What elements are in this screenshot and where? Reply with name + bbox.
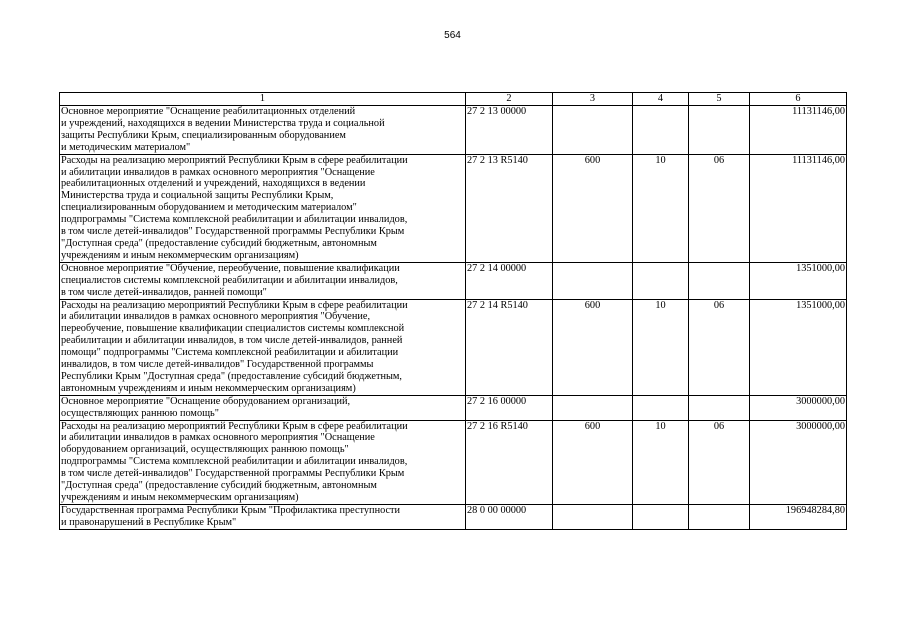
row-name-line: Государственная программа Республики Крым "Профилактика преступности bbox=[61, 504, 401, 516]
row-col5 bbox=[689, 106, 750, 155]
row-col5 bbox=[689, 395, 750, 420]
row-col4 bbox=[633, 504, 689, 529]
row-name bbox=[60, 504, 466, 529]
row-name-line: автономным учреждениям и иным некоммерческим организациям) bbox=[61, 382, 356, 394]
row-col3 bbox=[553, 395, 633, 420]
row-name bbox=[60, 395, 466, 420]
row-name-line: Основное мероприятие "Оснащение оборудованием организаций, bbox=[61, 395, 351, 407]
row-code: 27 2 13 R5140 bbox=[466, 154, 553, 262]
row-col5 bbox=[689, 504, 750, 529]
row-name-line: реабилитационных отделений и учреждений, находящихся в ведении bbox=[61, 178, 366, 190]
row-col5 bbox=[689, 262, 750, 299]
row-col4: 10 bbox=[633, 420, 689, 504]
row-col5: 06 bbox=[689, 299, 750, 395]
row-name-line: переобучение, повышение квалификации специалистов системы комплексной bbox=[61, 323, 405, 335]
row-name-line: и методическим материалом" bbox=[61, 141, 191, 153]
row-name-line: в том числе детей-инвалидов" Государственной программы Республики Крым bbox=[61, 226, 405, 238]
row-name-line: Основное мероприятие "Обучение, переобучение, повышение квалификации bbox=[61, 262, 400, 274]
row-code: 27 2 14 00000 bbox=[466, 262, 553, 299]
header-col-5: 5 bbox=[689, 93, 750, 106]
table-row bbox=[60, 420, 847, 504]
row-name-line: осуществляющих раннюю помощь" bbox=[61, 407, 219, 419]
row-name-line: подпрограммы "Система комплексной реабилитации и абилитации инвалидов, bbox=[61, 214, 408, 226]
header-col-4: 4 bbox=[633, 93, 689, 106]
header-col-6: 6 bbox=[750, 93, 847, 106]
row-code: 27 2 14 R5140 bbox=[466, 299, 553, 395]
row-col3: 600 bbox=[553, 154, 633, 262]
table-header-row bbox=[60, 93, 847, 106]
row-name-line: в том числе детей-инвалидов" Государственной программы Республики Крым bbox=[61, 468, 405, 480]
table-row bbox=[60, 395, 847, 420]
row-name-line: защиты Республики Крым, специализированным оборудованием bbox=[61, 129, 346, 141]
row-col4: 10 bbox=[633, 154, 689, 262]
page-number: 564 bbox=[444, 30, 461, 41]
row-name-line: и абилитации инвалидов в рамках основного мероприятия "Оснащение bbox=[61, 432, 375, 444]
table-row bbox=[60, 106, 847, 155]
row-col5: 06 bbox=[689, 420, 750, 504]
header-col-1: 1 bbox=[60, 93, 466, 106]
row-name bbox=[60, 420, 466, 504]
row-amount: 1351000,00 bbox=[750, 299, 847, 395]
row-amount: 1351000,00 bbox=[750, 262, 847, 299]
row-name-line: оборудованием организаций, осуществляющих раннюю помощь" bbox=[61, 444, 349, 456]
table-row bbox=[60, 262, 847, 299]
row-name-line: "Доступная среда" (предоставление субсидий бюджетным, автономным bbox=[61, 237, 377, 249]
row-col3 bbox=[553, 504, 633, 529]
row-name-line: "Доступная среда" (предоставление субсидий бюджетным, автономным bbox=[61, 480, 377, 492]
row-amount: 11131146,00 bbox=[750, 106, 847, 155]
budget-table bbox=[59, 92, 847, 530]
row-col4 bbox=[633, 262, 689, 299]
table-row bbox=[60, 154, 847, 262]
row-code: 27 2 13 00000 bbox=[466, 106, 553, 155]
row-name bbox=[60, 299, 466, 395]
row-name-line: специализированным оборудованием и методическим материалом" bbox=[61, 202, 357, 214]
row-name-line: учреждениям и иным некоммерческим организациям) bbox=[61, 249, 299, 261]
row-name bbox=[60, 154, 466, 262]
header-col-3: 3 bbox=[553, 93, 633, 106]
row-name-line: реабилитации и абилитации инвалидов, в том числе детей-инвалидов, ранней bbox=[61, 335, 403, 347]
row-name-line: специалистов системы комплексной реабилитации и абилитации инвалидов, bbox=[61, 274, 398, 286]
row-name-line: и абилитации инвалидов в рамках основного мероприятия "Оснащение bbox=[61, 166, 375, 178]
row-name-line: Основное мероприятие "Оснащение реабилитационных отделений bbox=[61, 106, 356, 117]
row-name-line: Министерства труда и социальной защиты Республики Крым, bbox=[61, 190, 334, 202]
row-name-line: учреждениям и иным некоммерческим организациям) bbox=[61, 492, 299, 503]
row-name-line: и абилитации инвалидов в рамках основного мероприятия "Обучение, bbox=[61, 311, 371, 323]
row-code: 27 2 16 00000 bbox=[466, 395, 553, 420]
header-col-2: 2 bbox=[466, 93, 553, 106]
row-name-line: инвалидов, в том числе детей-инвалидов" Государственной программы bbox=[61, 359, 374, 371]
row-amount: 3000000,00 bbox=[750, 395, 847, 420]
row-name-line: помощи" подпрограммы "Система комплексной реабилитации и абилитации bbox=[61, 347, 399, 359]
row-name-line: Расходы на реализацию мероприятий Республики Крым в сфере реабилитации bbox=[61, 420, 408, 432]
row-name-line: подпрограммы "Система комплексной реабилитации и абилитации инвалидов, bbox=[61, 456, 408, 468]
row-col3: 600 bbox=[553, 420, 633, 504]
row-col4: 10 bbox=[633, 299, 689, 395]
row-code: 27 2 16 R5140 bbox=[466, 420, 553, 504]
table-row bbox=[60, 504, 847, 529]
row-name bbox=[60, 106, 466, 155]
row-col4 bbox=[633, 395, 689, 420]
row-name-line: в том числе детей-инвалидов, ранней помощи" bbox=[61, 286, 267, 298]
row-name-line: и учреждений, находящихся в ведении Министерства труда и социальной bbox=[61, 117, 385, 129]
row-name-line: Расходы на реализацию мероприятий Республики Крым в сфере реабилитации bbox=[61, 299, 408, 311]
row-name-line: и правонарушений в Республике Крым" bbox=[61, 516, 237, 528]
table-row bbox=[60, 299, 847, 395]
row-col3: 600 bbox=[553, 299, 633, 395]
row-col5: 06 bbox=[689, 154, 750, 262]
row-name-line: Республики Крым "Доступная среда" (предоставление субсидий бюджетным, bbox=[61, 370, 402, 382]
row-name-line: Расходы на реализацию мероприятий Республики Крым в сфере реабилитации bbox=[61, 154, 408, 166]
row-amount: 11131146,00 bbox=[750, 154, 847, 262]
row-name bbox=[60, 262, 466, 299]
row-amount: 196948284,80 bbox=[750, 504, 847, 529]
row-col3 bbox=[553, 106, 633, 155]
row-amount: 3000000,00 bbox=[750, 420, 847, 504]
row-code: 28 0 00 00000 bbox=[466, 504, 553, 529]
row-col4 bbox=[633, 106, 689, 155]
row-col3 bbox=[553, 262, 633, 299]
